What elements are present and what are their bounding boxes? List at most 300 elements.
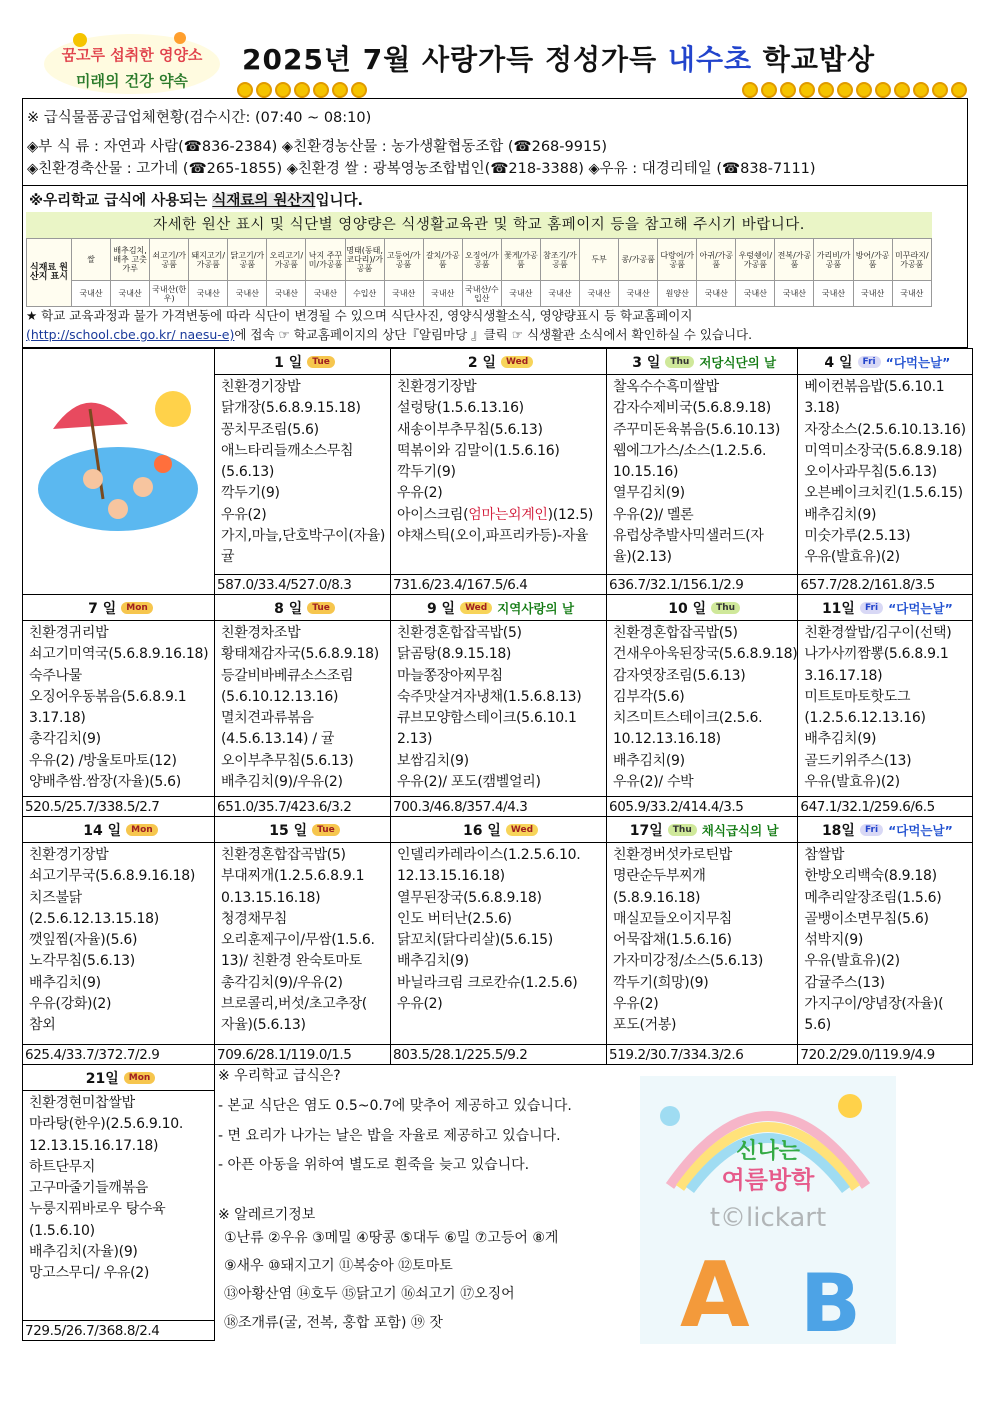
menu-item: 골드키위주스(13): [804, 752, 912, 769]
menu-item: 친환경혼합잡곡밥(5): [221, 847, 346, 863]
day-header: [798, 349, 972, 375]
menu-item: 깍두기(9): [397, 464, 456, 481]
day-header: [391, 817, 606, 843]
origin-item: 쌀: [72, 239, 111, 281]
menu-item: 오븐베이크치킨(1.5.6.15): [804, 485, 963, 502]
weekday-badge: Fri: [860, 824, 883, 836]
menu-item: 한방오리백숙(8.9.18): [804, 868, 937, 885]
menu-item: 황태채감자국(5.6.8.9.18): [221, 646, 379, 663]
special-day-label: “다먹는날”: [888, 822, 953, 838]
menu-item: 설렁탕(1.5.6.13.16): [397, 400, 524, 417]
menu-item: 10.12.13.16.18): [613, 731, 721, 748]
menu-item: 우유(2)/ 수박: [613, 774, 694, 791]
menu-item: 오리훈제구이/무쌈(1.5.6.: [221, 932, 375, 949]
special-day-label: “다먹는날”: [888, 600, 953, 616]
poster-letter-a: A: [680, 1243, 750, 1344]
menu-item: 브로콜리,버섯/초고추장(: [221, 996, 367, 1013]
origin-value: 국내산: [384, 281, 423, 307]
menu-item: 미역미소장국(5.6.8.9.18): [804, 442, 963, 459]
origin-value: 국내산(한우): [150, 281, 189, 307]
menu-list: [391, 843, 606, 1015]
nutrition-values: 587.0/33.4/527.0/8.3: [215, 574, 390, 594]
menu-item: 하트단무지: [29, 1158, 96, 1175]
origin-value: 국내산: [72, 281, 111, 307]
menu-item: 우유(2)/ 포도(캠벨얼리): [397, 774, 541, 791]
menu-item: 미트토마토핫도그: [804, 688, 911, 705]
menu-item: 배추김치(9): [29, 974, 101, 991]
menu-item: 친환경기장밥: [29, 847, 109, 863]
day-number: 16 일: [462, 822, 501, 839]
nutrition-values: 731.6/23.4/167.5/6.4: [391, 574, 606, 594]
nutrition-values: 605.9/33.2/414.4/3.5: [607, 796, 797, 816]
menu-item: (5.6.13): [221, 464, 275, 481]
menu-list: [391, 375, 606, 547]
origin-value: 수입산: [345, 281, 384, 307]
menu-item: 우유(2): [613, 996, 659, 1013]
menu-item: 친환경혼합잡곡밥(5): [613, 625, 738, 641]
menu-item: 꽁치무조림(5.6): [221, 421, 319, 438]
nutrition-values: 729.5/26.7/368.8/2.4: [23, 1320, 214, 1340]
origin-item: 오리고기/가공품: [267, 239, 306, 281]
origin-item: 고등어/가공품: [384, 239, 423, 281]
menu-item: 감귤주스(13): [804, 974, 885, 991]
origin-table: [26, 238, 932, 307]
menu-item: 3.16.17.18): [804, 667, 883, 684]
weekday-badge: Thu: [665, 356, 694, 368]
menu-item: 주꾸미돈육볶음(5.6.10.13): [613, 421, 780, 438]
origin-item: 다랑어/가공품: [658, 239, 697, 281]
meal-day-cell: [215, 595, 391, 817]
poster-line1: 신나는: [736, 1139, 800, 1164]
logo-text-bottom: 미래의 건강 약속: [76, 72, 188, 90]
day-number: 9 일: [426, 600, 456, 617]
origin-value: 국내산: [736, 281, 775, 307]
origin-item: 닭고기/가공품: [228, 239, 267, 281]
menu-item: 친환경혼합잡곡밥(5): [397, 625, 522, 641]
meal-day-cell: [798, 349, 973, 595]
menu-item: 자율)(5.6.13): [221, 1017, 306, 1034]
menu-item: 큐브모양함스테이크(5.6.10.1: [397, 710, 577, 727]
origin-value: 국내산/수입산: [462, 281, 501, 307]
origin-item: 우렁쉥이/가공품: [736, 239, 775, 281]
menu-item: (2.5.6.12.13.15.18): [29, 910, 159, 927]
origin-value: 원양산: [658, 281, 697, 307]
menu-item: 친환경기장밥: [397, 379, 477, 395]
weekday-badge: Mon: [121, 602, 153, 614]
special-day-label: 채식급식의 날: [701, 822, 779, 838]
day-number: 10 일: [668, 600, 707, 617]
nutrition-values: 700.3/46.8/357.4/4.3: [391, 796, 606, 816]
menu-item: 고구마줄기들깨볶음: [29, 1180, 149, 1197]
day-header: [391, 349, 606, 375]
origin-item: 오징어/가공품: [462, 239, 501, 281]
menu-item: 미숫가루(2.5.13): [804, 528, 911, 545]
menu-item: 배추김치(자율)(9): [29, 1244, 138, 1261]
menu-item: 12.13.15.16.18): [397, 868, 505, 885]
menu-list: [798, 843, 972, 1037]
menu-item: 가지구이/양념장(자율)(: [804, 996, 944, 1013]
menu-item: 마라탕(한우)(2.5.6.9.10.: [29, 1116, 184, 1133]
origin-value: 국내산: [853, 281, 892, 307]
allergy-title: ※ 알레르기정보: [218, 1207, 316, 1223]
meal-day-cell: [23, 1065, 215, 1341]
origin-value: 국내산: [892, 281, 931, 307]
menu-item: 찰옥수수흑미쌀밥: [613, 379, 719, 395]
menu-item: 쇠고기미역국(5.6.8.9.16.18): [29, 646, 209, 663]
origin-item: 전복/가공품: [775, 239, 814, 281]
menu-item: 닭개장(5.6.8.9.15.18): [221, 400, 361, 417]
weekday-badge: Tue: [307, 602, 335, 614]
menu-item: 귤: [221, 549, 235, 566]
nutrition-values: 803.5/28.1/225.5/9.2: [391, 1044, 606, 1064]
meal-day-cell: [798, 817, 973, 1065]
menu-item: 친환경기장밥: [221, 379, 301, 395]
allergy-line: ⑨새우 ⑩돼지고기 ⑪복숭아 ⑫토마토: [224, 1258, 453, 1274]
origin-item: 낙지 주꾸미/가공품: [306, 239, 345, 281]
summer-vacation-poster: [640, 1076, 896, 1344]
menu-item: 보쌈김치(9): [397, 752, 469, 769]
origin-value: 국내산: [775, 281, 814, 307]
menu-item: 우유(2)/ 멜론: [613, 506, 694, 523]
origin-item: 콩/가공품: [619, 239, 658, 281]
menu-item: 13)/ 친환경 완숙토마토: [221, 953, 362, 970]
menu-item: 우유(2): [397, 485, 443, 502]
origin-heading: ※우리학교 급식에 사용되는 식재료의 원산지입니다.: [29, 193, 363, 209]
menu-item: 자장소스(2.5.6.10.13.16): [804, 421, 966, 438]
sunflower-decoration-right: [742, 82, 967, 98]
day-number: 7 일: [88, 600, 117, 617]
day-header: [607, 595, 797, 621]
menu-item: 총각김치(9): [29, 731, 101, 748]
supplier-info-box: [22, 98, 968, 186]
menu-item: 포도(거봉): [613, 1017, 677, 1034]
day-header: [798, 595, 972, 621]
nutrition-values: 720.2/29.0/119.9/4.9: [798, 1044, 972, 1064]
menu-item: 12.13.15.16.17.18): [29, 1137, 159, 1154]
menu-list: [607, 843, 797, 1037]
menu-item: 애느타리들깨소스무침: [221, 442, 354, 459]
menu-item: 유럽상추발사믹샐러드(자: [613, 528, 764, 545]
day-number: 11일: [821, 600, 855, 617]
nutrition-values: 519.2/30.7/334.3/2.6: [607, 1044, 797, 1064]
day-header: [798, 817, 972, 843]
menu-item: 배추김치(9): [613, 752, 685, 769]
notice-title: ※ 우리학교 급식은?: [218, 1068, 341, 1084]
nutrition-values: 651.0/35.7/423.6/3.2: [215, 796, 390, 816]
origin-item: 돼지고기/가공품: [189, 239, 228, 281]
menu-item: 메추리알장조림(1.5.6): [804, 889, 942, 906]
weekday-badge: Mon: [126, 824, 158, 836]
origin-item: 아귀/가공품: [697, 239, 736, 281]
day-header: [391, 595, 606, 621]
day-number: 8 일: [274, 600, 303, 617]
menu-item: 망고스무디/ 우유(2): [29, 1265, 150, 1282]
origin-item: 꽃게/가공품: [501, 239, 540, 281]
notice-line: - 아픈 아동을 위하여 별도로 흰죽을 늦고 있습니다.: [218, 1157, 530, 1173]
menu-item: 마늘쫑장아찌무침: [397, 667, 503, 684]
menu-item: 참외: [29, 1017, 56, 1034]
logo-text-top: 꿈고루 섭취한 영양소: [61, 46, 203, 64]
weekday-badge: Fri: [858, 356, 881, 368]
origin-item: 가리비/가공품: [814, 239, 853, 281]
menu-item: 베이컨볶음밥(5.6.10.1: [804, 379, 945, 395]
meal-day-cell: [607, 595, 798, 817]
menu-item: (1.2.5.6.12.13.16): [804, 710, 926, 727]
schedule-notice: ★ 학교 교육과정과 물가 가격변동에 따라 식단이 변경될 수 있으며 식단사진, 영양식생활소식, 영양량표시 등 학교홈페이지: [26, 308, 693, 323]
menu-item: 감자엿장조림(5.6.13): [613, 667, 746, 684]
nutrition-values: 647.1/32.1/259.6/6.5: [798, 796, 972, 816]
menu-item: 감자수제비국(5.6.8.9.18): [613, 400, 771, 417]
menu-item: 등갈비바베큐소스조림: [221, 667, 354, 684]
day-header: [23, 1065, 214, 1091]
menu-item: (5.6.10.12.13.16): [221, 688, 339, 705]
allergy-line: ⑬아황산염 ⑭호두 ⑮닭고기 ⑯쇠고기 ⑰오징어: [224, 1286, 515, 1302]
meal-day-cell: [607, 817, 798, 1065]
menu-item: 숙주맛살겨자냉채(1.5.6.8.13): [397, 688, 582, 705]
weekday-badge: Tue: [307, 356, 335, 368]
menu-item: (4.5.6.13.14) / 귤: [221, 731, 335, 748]
origin-value: 국내산: [306, 281, 345, 307]
day-number: 17일: [629, 822, 663, 839]
origin-value: 국내산: [423, 281, 462, 307]
day-number: 2 일: [467, 354, 496, 371]
menu-list: [391, 621, 606, 793]
menu-item: 오징어우동볶음(5.6.8.9.1: [29, 688, 187, 705]
menu-item: 2.13): [397, 731, 433, 748]
day-header: [23, 817, 214, 843]
menu-item: 친환경쌀밥/김구이(선택): [804, 625, 952, 641]
day-number: 18일: [821, 822, 855, 839]
menu-item: 친환경버섯카로틴밥: [613, 847, 733, 863]
menu-list: [23, 621, 214, 793]
menu-item: 야채스틱(오이,파프리카등)-자율: [397, 528, 589, 545]
origin-value: 국내산: [501, 281, 540, 307]
origin-value: 국내산: [580, 281, 619, 307]
poster-watermark: t©lickart: [709, 1203, 827, 1233]
menu-item: 닭곰탕(8.9.15.18): [397, 646, 512, 663]
school-logo: [40, 30, 225, 100]
allergy-line: ①난류 ②우유 ③메밀 ④땅콩 ⑤대두 ⑥밀 ⑦고등어 ⑧게: [224, 1230, 559, 1246]
meal-day-cell: [798, 595, 973, 817]
homepage-link[interactable]: (http://school.cbe.go.kr/ naesu-e): [26, 327, 235, 342]
menu-item: 매실꼬들오이지무침: [613, 910, 733, 927]
weekday-badge: Mon: [124, 1072, 156, 1084]
supplier-line: ※ 급식물품공급업체현황(검수시간: (07:40 ~ 08:10): [27, 110, 372, 126]
origin-label: 식재료 원산지 표시: [27, 239, 72, 307]
menu-item: 양배추쌈.쌈장(자율)(5.6): [29, 774, 181, 791]
weekday-badge: Wed: [460, 602, 492, 614]
origin-item: 쇠고기/가공품: [150, 239, 189, 281]
special-day-label: 저당식단의 날: [699, 354, 777, 370]
menu-item: 3.18): [804, 400, 840, 417]
menu-item: 열무김치(9): [613, 485, 685, 502]
menu-item: 0.13.15.16.18): [221, 889, 321, 906]
weekday-badge: Wed: [501, 356, 533, 368]
nutrition-values: 625.4/33.7/372.7/2.9: [23, 1044, 214, 1064]
menu-item: 우유(발효유)(2): [804, 549, 900, 566]
homepage-notice: (http://school.cbe.go.kr/ naesu-e)에 접속 ☞ 학교홈페이지의 상단『알림마당 』클릭 ☞ 식생활관 소식에서 확인하실 수 있습니다.: [26, 327, 753, 342]
menu-item: 바닐라크림 크로칸슈(1.2.5.6): [397, 974, 578, 991]
day-number: 21일: [85, 1070, 119, 1087]
origin-item: 명태(동태, 코다리)/가공품: [345, 239, 384, 281]
poster-letter-b: B: [800, 1257, 861, 1344]
origin-item: 방어/가공품: [853, 239, 892, 281]
origin-item: 참조기/가공품: [540, 239, 579, 281]
special-day-label: 지역사랑의 날: [497, 600, 575, 616]
meal-day-cell: [391, 595, 607, 817]
weekday-badge: Thu: [668, 824, 697, 836]
menu-item: 열무된장국(5.6.8.9.18): [397, 889, 542, 906]
day-header: [215, 595, 390, 621]
menu-item: 우유(강화)(2): [29, 996, 112, 1013]
meal-day-cell: [391, 817, 607, 1065]
menu-item: 배추김치(9): [397, 953, 469, 970]
meal-day-cell: [215, 817, 391, 1065]
menu-item: 우유(2): [221, 506, 267, 523]
menu-item: (5.8.9.16.18): [613, 889, 701, 906]
menu-item: 명란순두부찌개: [613, 868, 706, 885]
meal-day-cell: [215, 349, 391, 595]
origin-item: 배추김치, 배추 고춧가루: [111, 239, 150, 281]
day-number: 3 일: [632, 354, 661, 371]
menu-item: 친환경차조밥: [221, 625, 301, 641]
day-number: 4 일: [824, 354, 853, 371]
menu-item: 총각김치(9)/우유(2): [221, 974, 343, 991]
origin-notice-band: 자세한 원산 표시 및 식단별 영양량은 식생활교육관 및 학교 홈페이지 등을 참고해 주시기 바랍니다.: [26, 212, 932, 238]
menu-item: 우유(2): [397, 996, 443, 1013]
menu-item: 떡볶이와 김말이(1.5.6.16): [397, 442, 560, 459]
menu-item: 인도 버터난(2.5.6): [397, 910, 512, 927]
menu-item: 우유(2) /방울토마토(12): [29, 752, 177, 769]
origin-value: 국내산: [697, 281, 736, 307]
menu-list: [215, 843, 390, 1037]
menu-item: 치즈불닭: [29, 889, 82, 906]
poster-line2: 여름방학: [721, 1166, 815, 1194]
menu-item: 나가사끼짬뽕(5.6.8.9.1: [804, 646, 949, 663]
menu-item: 배추김치(9)/우유(2): [221, 774, 343, 791]
menu-item: 숙주나물: [29, 667, 82, 684]
origin-item: 갈치/가공품: [423, 239, 462, 281]
menu-item: 닭꼬치(닭다리살)(5.6.15): [397, 932, 553, 949]
origin-value: 국내산: [540, 281, 579, 307]
special-day-label: “다먹는날”: [885, 354, 951, 370]
menu-item: (1.5.6.10): [29, 1222, 95, 1239]
menu-item: 건새우아욱된장국(5.6.8.9.18): [613, 646, 798, 663]
meal-day-cell: [23, 817, 215, 1065]
beach-illustration: [23, 349, 215, 595]
day-number: 14 일: [83, 822, 122, 839]
menu-item: 10.15.16): [613, 464, 679, 481]
origin-item: 미꾸라지/가공품: [892, 239, 931, 281]
menu-item: 깍두기(희망)(9): [613, 974, 709, 991]
menu-item: 청경채무침: [221, 910, 288, 927]
weekday-badge: Thu: [711, 602, 740, 614]
menu-item: 치즈미트스테이크(2.5.6.: [613, 710, 763, 727]
menu-list: [215, 375, 390, 569]
notice-line: - 본교 식단은 염도 0.5~0.7에 맞추어 제공하고 있습니다.: [218, 1098, 572, 1114]
menu-item: 노각무침(5.6.13): [29, 953, 135, 970]
weekday-badge: Wed: [506, 824, 538, 836]
nutrition-values: 636.7/32.1/156.1/2.9: [607, 574, 797, 594]
nutrition-values: 657.7/28.2/161.8/3.5: [798, 574, 972, 594]
sunflower-decoration-left: [237, 82, 367, 98]
menu-item: 친환경현미찹쌀밥: [29, 1095, 135, 1111]
page-title: 2025년 7월 사랑가득 정성가득 내수초 학교밥상: [242, 43, 875, 76]
origin-value: 국내산: [111, 281, 150, 307]
menu-item: 부대찌개(1.2.5.6.8.9.1: [221, 868, 365, 885]
origin-value: 국내산: [267, 281, 306, 307]
meal-day-cell: [391, 349, 607, 595]
meal-day-cell: [607, 349, 798, 595]
page-header: [22, 20, 968, 100]
day-header: [23, 595, 214, 621]
menu-item: 인델리카레라이스(1.2.5.6.10.: [397, 847, 581, 863]
menu-item: 5.6): [804, 1017, 831, 1034]
menu-item: 율)(2.13): [613, 549, 672, 566]
menu-item: 참쌀밥: [804, 847, 845, 863]
day-header: [607, 817, 797, 843]
weekday-badge: Fri: [860, 602, 883, 614]
menu-item: 3.17.18): [29, 710, 86, 727]
day-header: [607, 349, 797, 375]
menu-item: 친환경귀리밥: [29, 625, 109, 641]
menu-item: 누룽지꿔바로우 탕수육: [29, 1201, 166, 1218]
menu-item: 오이부추무침(5.6.13): [221, 752, 354, 769]
supplier-line: ◈부 식 류 : 자연과 사람(☎836-2384) ◈친환경농산물 : 농가생활협동조합 (☎268-9915): [27, 139, 608, 155]
day-number: 1 일: [274, 354, 303, 371]
origin-item: 두부: [580, 239, 619, 281]
menu-item: 새송이부추무침(5.6.13): [397, 421, 543, 438]
menu-item: 가지,마늘,단호박구이(자율): [221, 528, 386, 545]
day-header: [215, 817, 390, 843]
menu-item: 가자미강정/소스(5.6.13): [613, 953, 764, 970]
day-number: 15 일: [269, 822, 308, 839]
menu-list: [798, 621, 972, 793]
menu-list: [607, 621, 797, 793]
menu-item: 깻잎찜(자율)(5.6): [29, 932, 138, 949]
menu-list: [215, 621, 390, 793]
menu-item: 멸치견과류볶음: [221, 710, 314, 727]
menu-list: [23, 1091, 214, 1285]
menu-item: 배추김치(9): [804, 506, 877, 523]
menu-list: [798, 375, 972, 569]
origin-value: 국내산: [189, 281, 228, 307]
menu-list: [607, 375, 797, 569]
menu-item: 우유(발효유)(2): [804, 774, 900, 791]
menu-item: 쇠고기무국(5.6.8.9.16.18): [29, 868, 196, 885]
origin-value: 국내산: [228, 281, 267, 307]
nutrition-values: 709.6/28.1/119.0/1.5: [215, 1044, 390, 1064]
origin-value: 국내산: [619, 281, 658, 307]
menu-item: 오이사과무침(5.6.13): [804, 464, 937, 481]
menu-item: 우유(발효유)(2): [804, 953, 900, 970]
weekday-badge: Tue: [312, 824, 340, 836]
allergy-line: ⑱조개류(굴, 전복, 홍합 포함) ⑲ 잣: [224, 1315, 443, 1331]
menu-item: 배추김치(9): [804, 731, 877, 748]
menu-list: [23, 843, 214, 1037]
day-header: [215, 349, 390, 375]
menu-item: 깍두기(9): [221, 485, 280, 502]
menu-item: 아이스크림(엄마는외계인)(12.5): [397, 506, 594, 523]
menu-item: 골뱅이소면무침(5.6): [804, 910, 929, 927]
supplier-line: ◈친환경축산물 : 고가네 (☎265-1855) ◈친환경 쌀 : 광복영농조합법인(☎218-3388) ◈우유 : 대경리테일 (☎838-7111): [27, 161, 816, 177]
menu-item: 어묵잡채(1.5.6.16): [613, 932, 732, 949]
menu-item: 웹에그가스/소스(1.2.5.6.: [613, 442, 767, 459]
menu-item: 김부각(5.6): [613, 688, 685, 705]
origin-value: 국내산: [814, 281, 853, 307]
nutrition-values: 520.5/25.7/338.5/2.7: [23, 796, 214, 816]
meal-day-cell: [23, 595, 215, 817]
